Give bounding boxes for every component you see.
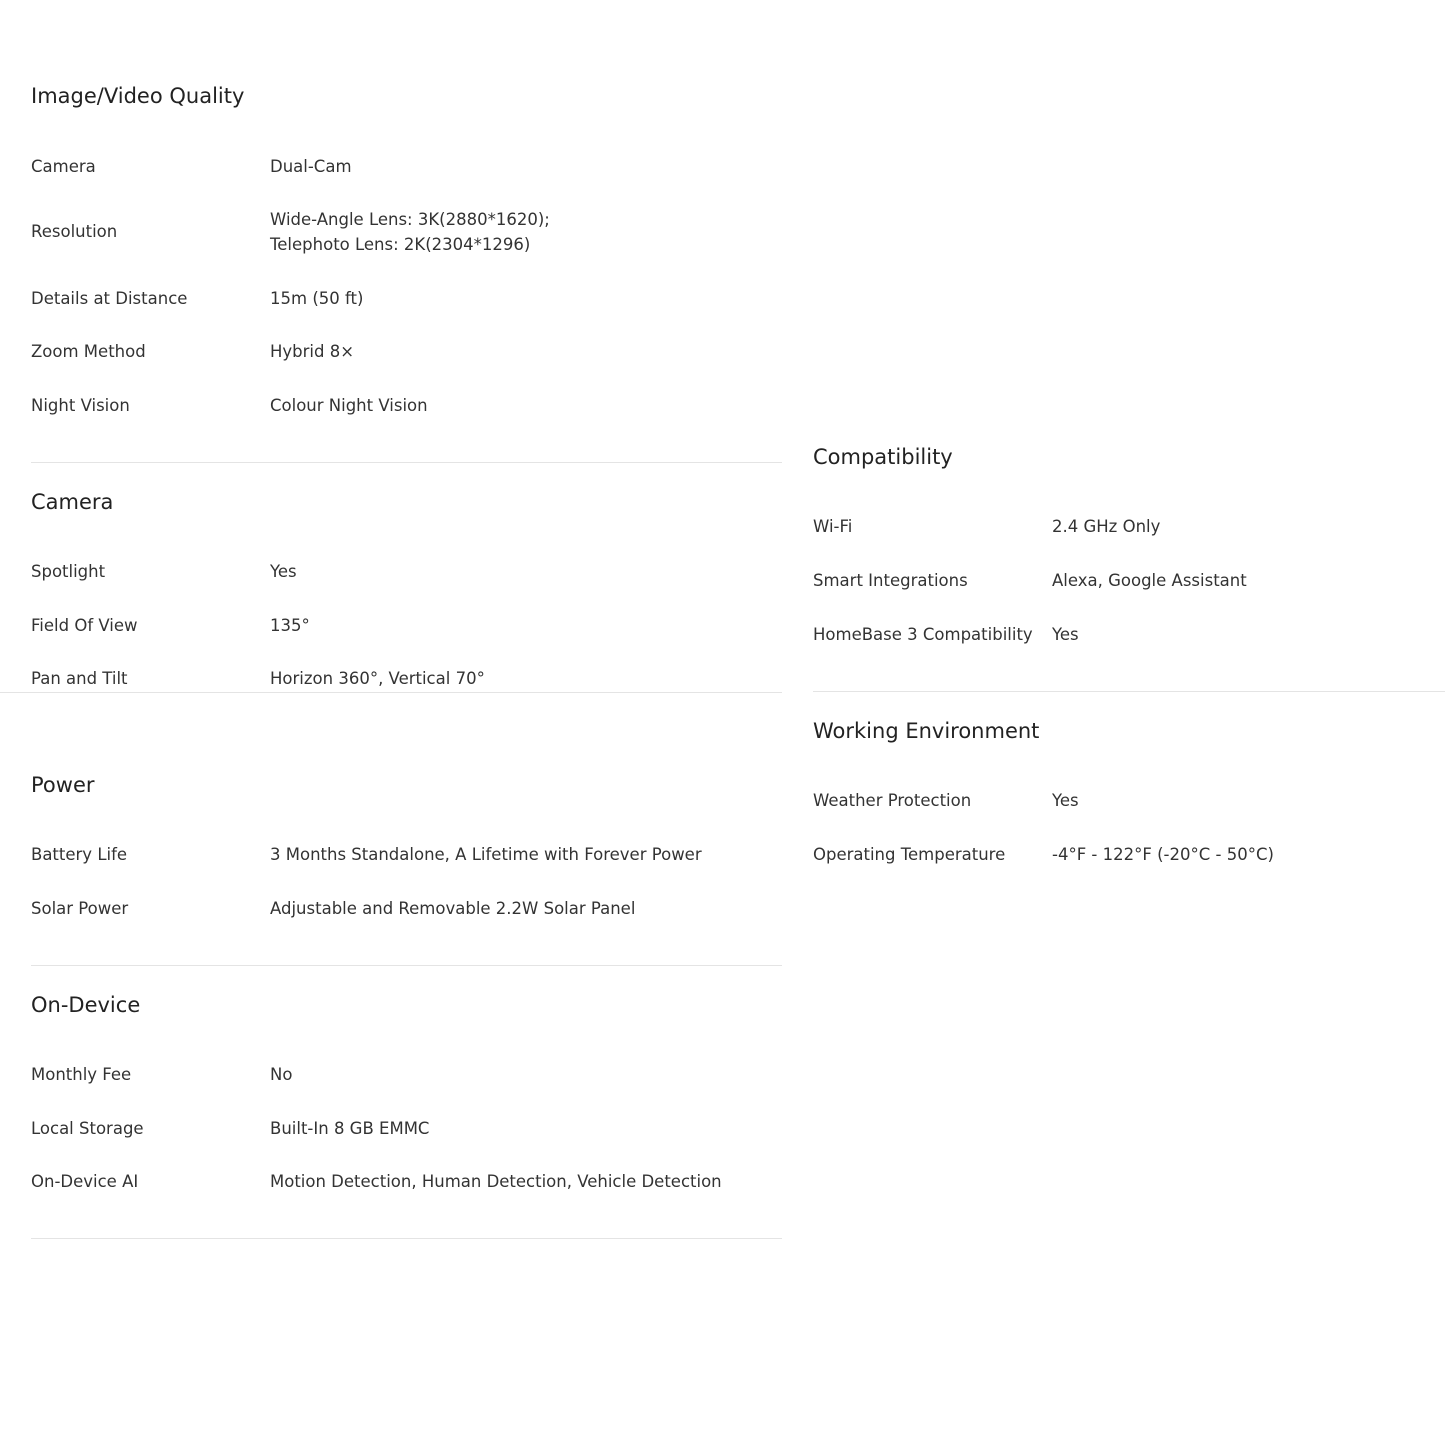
section-title: Working Environment bbox=[813, 719, 1040, 743]
spec-label-field-of-view: Field Of View bbox=[31, 616, 138, 635]
section-divider bbox=[31, 965, 782, 966]
spec-value-pan-and-tilt: Horizon 360°, Vertical 70° bbox=[270, 669, 485, 688]
spec-label-wi-fi: Wi-Fi bbox=[813, 517, 853, 536]
spec-value-camera: Dual-Cam bbox=[270, 157, 352, 176]
spec-value-operating-temperature: -4°F - 122°F (-20°C - 50°C) bbox=[1052, 845, 1274, 864]
spec-value-weather-protection: Yes bbox=[1052, 791, 1079, 810]
spec-label-pan-and-tilt: Pan and Tilt bbox=[31, 669, 128, 688]
spec-value-spotlight: Yes bbox=[270, 562, 297, 581]
spec-label-local-storage: Local Storage bbox=[31, 1119, 144, 1138]
section-divider bbox=[31, 1238, 782, 1239]
section-image-video-quality bbox=[31, 0, 782, 470]
spec-label-night-vision: Night Vision bbox=[31, 396, 130, 415]
section-divider bbox=[31, 462, 782, 463]
spec-value-field-of-view: 135° bbox=[270, 616, 310, 635]
spec-label-on-device-ai: On-Device AI bbox=[31, 1172, 139, 1191]
section-title: Camera bbox=[31, 490, 114, 514]
section-compatibility bbox=[813, 430, 1445, 700]
spec-label-weather-protection: Weather Protection bbox=[813, 791, 972, 810]
section-title: Compatibility bbox=[813, 445, 953, 469]
spec-label-smart-integrations: Smart Integrations bbox=[813, 571, 968, 590]
section-camera bbox=[31, 470, 782, 700]
section-divider bbox=[813, 691, 1445, 692]
spec-label-battery-life: Battery Life bbox=[31, 845, 128, 864]
spec-value-monthly-fee: No bbox=[270, 1065, 293, 1084]
section-working-environment bbox=[813, 700, 1445, 900]
spec-label-resolution: Resolution bbox=[31, 222, 118, 241]
spec-value-local-storage: Built-In 8 GB EMMC bbox=[270, 1119, 430, 1138]
section-on-device bbox=[31, 970, 782, 1245]
spec-label-monthly-fee: Monthly Fee bbox=[31, 1065, 132, 1084]
spec-value-resolution-line1: Wide-Angle Lens: 3K(2880*1620); bbox=[270, 210, 550, 229]
spec-value-on-device-ai: Motion Detection, Human Detection, Vehicle Detection bbox=[270, 1172, 722, 1191]
spec-value-details-at-distance: 15m (50 ft) bbox=[270, 289, 364, 308]
spec-value-solar-power: Adjustable and Removable 2.2W Solar Panel bbox=[270, 899, 636, 918]
spec-value-battery-life: 3 Months Standalone, A Lifetime with Forever Power bbox=[270, 845, 702, 864]
spec-value-zoom-method: Hybrid 8× bbox=[270, 342, 355, 361]
spec-value-night-vision: Colour Night Vision bbox=[270, 396, 428, 415]
spec-label-spotlight: Spotlight bbox=[31, 562, 106, 581]
spec-label-solar-power: Solar Power bbox=[31, 899, 129, 918]
section-title: Power bbox=[31, 773, 95, 797]
spec-label-operating-temperature: Operating Temperature bbox=[813, 845, 1006, 864]
spec-value-resolution-line2: Telephoto Lens: 2K(2304*1296) bbox=[270, 235, 531, 254]
spec-value-homebase-3-compatibility: Yes bbox=[1052, 625, 1079, 644]
section-title: Image/Video Quality bbox=[31, 84, 245, 108]
spec-value-wi-fi: 2.4 GHz Only bbox=[1052, 517, 1161, 536]
section-title: On-Device bbox=[31, 993, 141, 1017]
spec-label-zoom-method: Zoom Method bbox=[31, 342, 146, 361]
section-divider bbox=[0, 692, 782, 693]
spec-label-details-at-distance: Details at Distance bbox=[31, 289, 188, 308]
spec-label-camera: Camera bbox=[31, 157, 96, 176]
spec-value-smart-integrations: Alexa, Google Assistant bbox=[1052, 571, 1247, 590]
spec-label-homebase-3-compatibility: HomeBase 3 Compatibility bbox=[813, 625, 1033, 644]
section-power bbox=[31, 700, 782, 970]
